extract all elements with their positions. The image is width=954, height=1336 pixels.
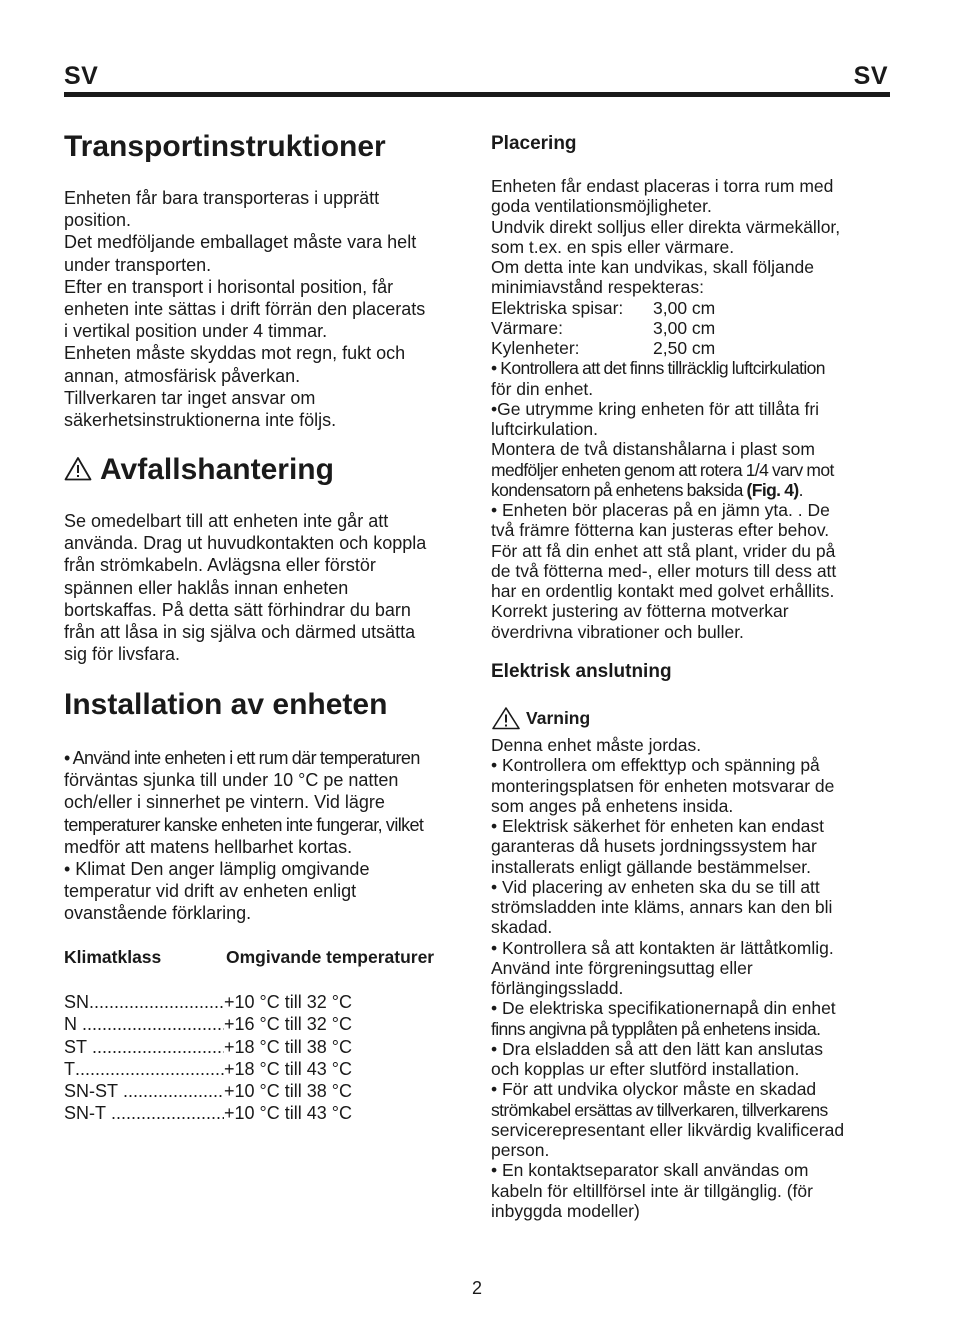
table-row: T ..... +18 °C till 43 °C <box>64 1058 352 1080</box>
fig-reference-line: kondensatorn på enhetens baksida (Fig. 4). <box>491 479 803 500</box>
warning-triangle-icon <box>64 456 92 481</box>
distance-row: Elektriska spisar: 3,00 cm <box>491 297 716 318</box>
fig-reference: (Fig. 4) <box>746 479 799 500</box>
electric-text: Denna enhet måste jordas. • Kontrollera om effekttyp och spänning på monteringsplatsen för enheten motsvarar de som anges på enhetens insida. • Elektrisk säkerhet för enheten kan endast garanteras då husets jordningssystem har installerats enligt gällande bestämmelser. • Vid placering av enheten ska du se till att strömsladden inte kläms, annars kan den bli skadad. • Kontrollera så att kontakten är lättåtkomlig. Använd inte förgreningsuttag eller förlängingssladd. • De elektriska specifikationernapå din enhet finns angivna på typplåten på enhetens insida. • Dra elsladden så att den lätt kan anslutas och kopplas ur efter slutförd installation. • För att undvika olyckor måste en skadad strömkabel ersättas av tillverkaren, tillverkarens servicerepresentant eller likvärdig kvalificerad person. • En kontaktseparator skall användas om kabeln för eltillförsel inte är tillgänglig. (för inbyggda modeller) <box>491 735 845 1221</box>
table-row: SN-ST ..... +10 °C till 38 °C <box>64 1080 352 1102</box>
language-code-right: SV <box>853 62 888 90</box>
placement-text: Enheten får endast placeras i torra rum med goda ventilationsmöjligheter. Undvik direkt solljus eller direkta värmekällor, som t.ex. en spis eller värmare. Om detta inte kan undvikas, skall följande minimiavstånd respekteras: Elektriska spisar: 3,00 cm Värmare: 3,00 cm Kylenheter: 2,50 cm • Kontrollera att det finns tillräcklig luftcirkulation för din enhet. •Ge utrymme kring enheten för att tillåta fri luftcirkulation. Montera de två distanshålarna i plast som medföljer enheten genom att rotera 1/4 varv mot kondensatorn på enhetens baksida (Fig. 4). • Enheten bör placeras på en jämn yta. . De två främre fötterna kan justeras efter behov. För att få din enhet att stå plant, vrider du på de två fötterna med-, eller moturs till dess att har en ordentlig kontakt med golvet erhållits. Korrekt justering av fötterna motverkar överdrivna vibrationer och buller. <box>491 176 897 642</box>
page-number: 2 <box>471 1278 482 1298</box>
transport-text: Enheten får bara transporteras i upprätt position. Det medföljande emballaget måste vara helt under transporten. Efter en transport i horisontal position, får enheten inte sättas i drift förrän den placerats i vertikal position under 4 timmar. Enheten måste skyddas mot regn, fukt och annan, atmosfärisk påverkan. Tillverkaren tar inget ansvar om säkerhetsinstruktionerna inte följs. <box>64 188 426 431</box>
install-text: • Använd inte enheten i ett rum där temperaturen förväntas sjunka till under 10 °C pe natten och/eller i sinnerhet pe vintern. Vid lägre temperaturer kanske enheten inte fungerar, vilket medför att matens hellbarhet kortas. • Klimat Den anger lämplig omgivande temperatur vid drift av enheten enligt ovanstående förklaring. <box>64 748 424 924</box>
transport-title: Transportinstruktioner <box>64 130 386 163</box>
table-row: ST ..... +18 °C till 38 °C <box>64 1036 352 1058</box>
distance-row: Kylenheter: 2,50 cm <box>491 338 716 358</box>
placement-title: Placering <box>491 133 577 154</box>
climate-col-class: Klimatklass <box>64 947 162 967</box>
warning-triangle-icon <box>491 706 521 730</box>
waste-text: Se omedelbart till att enheten inte går att använda. Drag ut huvudkontakten och koppla från strömkabeln. Avlägsna eller förstör spännen eller haklås innan enheten bortskaffas. På detta sätt förhindrar du barn från att låsa in sig själva och därmed utsätta sig för livsfara. <box>64 511 427 665</box>
table-row: N ..... +16 °C till 32 °C <box>64 1013 352 1035</box>
climate-table <box>64 991 352 1125</box>
waste-title-text: Avfallshantering <box>100 453 334 486</box>
electric-title: Elektrisk anslutning <box>491 661 672 682</box>
table-row: SN ..... +10 °C till 32 °C <box>64 991 352 1013</box>
warning-label-text: Varning <box>526 707 591 728</box>
language-code-left: SV <box>64 62 99 90</box>
header-rule <box>64 92 890 97</box>
distance-row: Värmare: 3,00 cm <box>491 317 716 338</box>
climate-table-header <box>64 947 468 968</box>
waste-title <box>64 453 334 487</box>
warning-label <box>491 706 590 730</box>
climate-col-temperature: Omgivande temperaturer <box>226 947 435 967</box>
install-title: Installation av enheten <box>64 688 388 721</box>
table-row: SN-T ..... +10 °C till 43 °C <box>64 1102 352 1124</box>
